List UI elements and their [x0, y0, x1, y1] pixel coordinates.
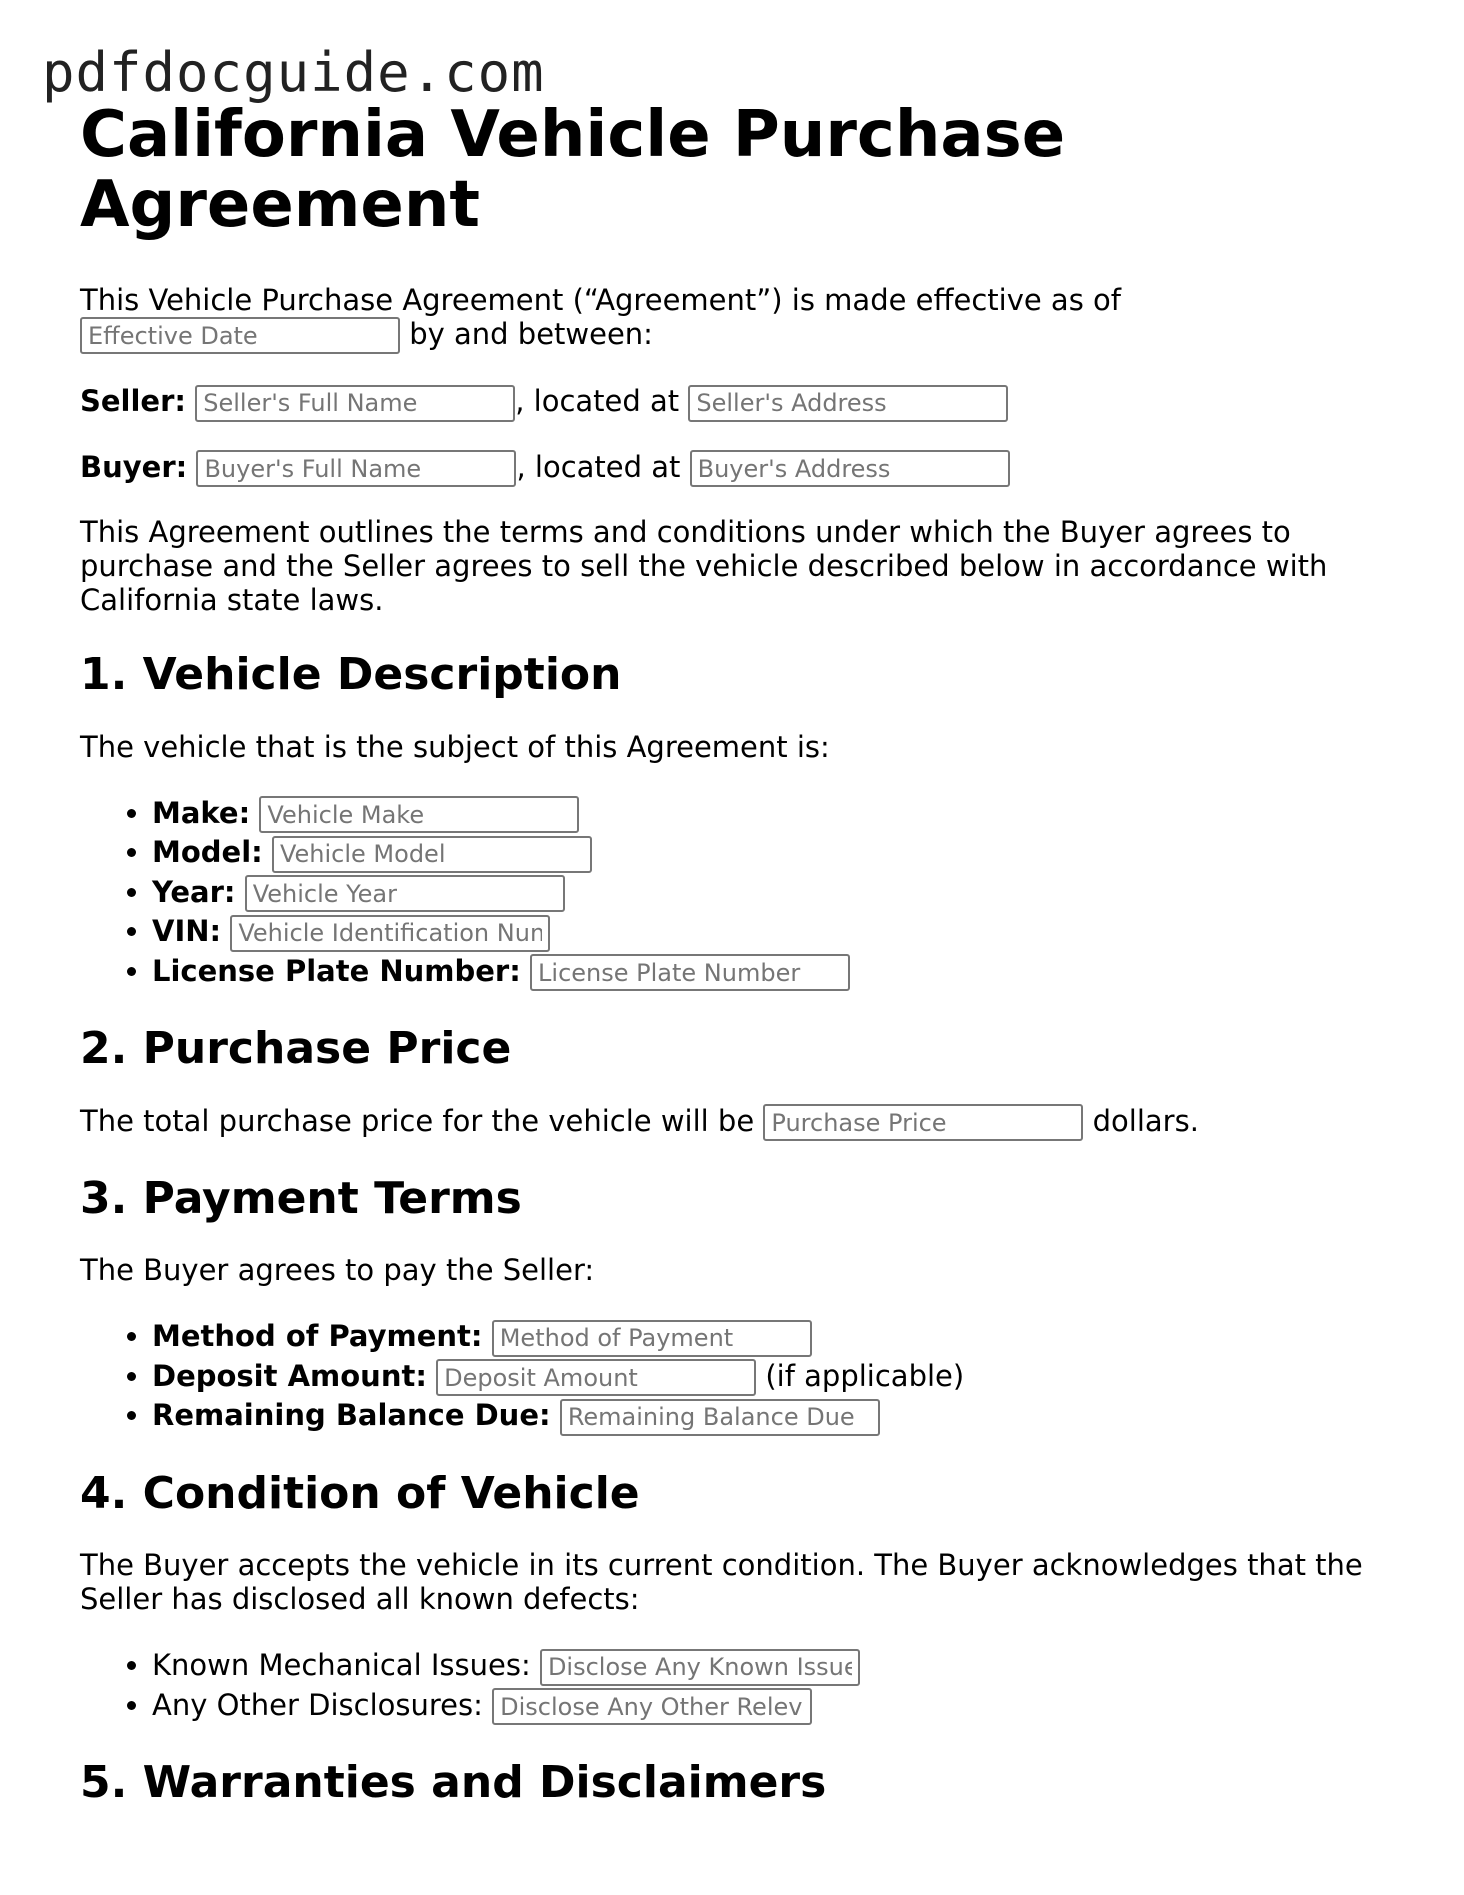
method-of-payment-input[interactable] [492, 1320, 812, 1357]
intro-text-before: This Vehicle Purchase Agreement (“Agreement”) is made effective as of [80, 282, 1121, 317]
section1-text: The vehicle that is the subject of this Agreement is: [80, 729, 830, 764]
section4-text: The Buyer accepts the vehicle in its current condition. The Buyer acknowledges that the Seller has disclosed all known defects: [80, 1548, 1363, 1617]
license-plate-label: License Plate Number: [152, 953, 521, 988]
condition-list [80, 1646, 1380, 1725]
purchase-price-text-before: The total purchase price for the vehicle will be [80, 1103, 755, 1138]
list-item-vin [152, 912, 1380, 952]
purchase-price-input[interactable] [763, 1104, 1083, 1141]
intro-paragraph [80, 283, 1380, 355]
payment-terms-list [80, 1317, 1380, 1436]
purchase-price-text-after: dollars. [1092, 1103, 1199, 1138]
other-disclosures-input[interactable] [492, 1688, 812, 1725]
document-page [80, 100, 1380, 1838]
watermark: pdfdocguide.com [42, 41, 545, 104]
vin-label: VIN: [152, 914, 222, 949]
effective-date-input[interactable] [80, 317, 400, 354]
list-item-method-of-payment [152, 1317, 1380, 1357]
section3-text: The Buyer agrees to pay the Seller: [80, 1253, 595, 1288]
list-item-model [152, 833, 1380, 873]
section2-heading: 2. Purchase Price [80, 1023, 512, 1075]
make-label: Make: [152, 795, 251, 830]
buyer-name-input[interactable] [196, 450, 516, 487]
vehicle-year-input[interactable] [245, 875, 565, 912]
mechanical-issues-input[interactable] [540, 1649, 860, 1686]
seller-address-input[interactable] [688, 385, 1008, 422]
buyer-located-text: , located at [516, 449, 681, 484]
list-item-year [152, 873, 1380, 913]
document-title: California Vehicle Purchase Agreement [80, 98, 1066, 243]
section4-heading: 4. Condition of Vehicle [80, 1467, 640, 1519]
seller-located-text: , located at [515, 384, 680, 419]
outline-paragraph: This Agreement outlines the terms and conditions under which the Buyer agrees to purchase and the Seller agrees to sell the vehicle described below in accordance with California state laws. [80, 515, 1328, 618]
seller-line [80, 384, 1380, 422]
method-of-payment-label: Method of Payment: [152, 1319, 483, 1354]
vehicle-model-input[interactable] [272, 836, 592, 873]
list-item-deposit-amount [152, 1357, 1380, 1397]
deposit-amount-input[interactable] [436, 1359, 756, 1396]
buyer-line [80, 450, 1380, 488]
buyer-label: Buyer: [80, 449, 188, 484]
list-item-other-disclosures [152, 1686, 1380, 1726]
section1-heading: 1. Vehicle Description [80, 649, 622, 701]
section5-heading: 5. Warranties and Disclaimers [80, 1757, 827, 1809]
remaining-balance-input[interactable] [560, 1399, 880, 1436]
section3-heading: 3. Payment Terms [80, 1173, 522, 1225]
seller-label: Seller: [80, 384, 187, 419]
vin-input[interactable] [230, 915, 550, 952]
list-item-make [152, 794, 1380, 834]
vehicle-make-input[interactable] [259, 796, 579, 833]
deposit-amount-label: Deposit Amount: [152, 1358, 427, 1393]
license-plate-input[interactable] [530, 954, 850, 991]
buyer-address-input[interactable] [690, 450, 1010, 487]
other-disclosures-label: Any Other Disclosures: [152, 1687, 483, 1722]
model-label: Model: [152, 835, 263, 870]
year-label: Year: [152, 874, 236, 909]
intro-text-after: by and between: [409, 316, 653, 351]
seller-name-input[interactable] [195, 385, 515, 422]
list-item-license-plate [152, 952, 1380, 992]
list-item-mechanical-issues [152, 1646, 1380, 1686]
list-item-remaining-balance [152, 1396, 1380, 1436]
remaining-balance-label: Remaining Balance Due: [152, 1398, 551, 1433]
mechanical-issues-label: Known Mechanical Issues: [152, 1648, 531, 1683]
vehicle-details-list [80, 794, 1380, 992]
deposit-suffix: (if applicable) [765, 1358, 965, 1393]
purchase-price-line [80, 1104, 1380, 1142]
